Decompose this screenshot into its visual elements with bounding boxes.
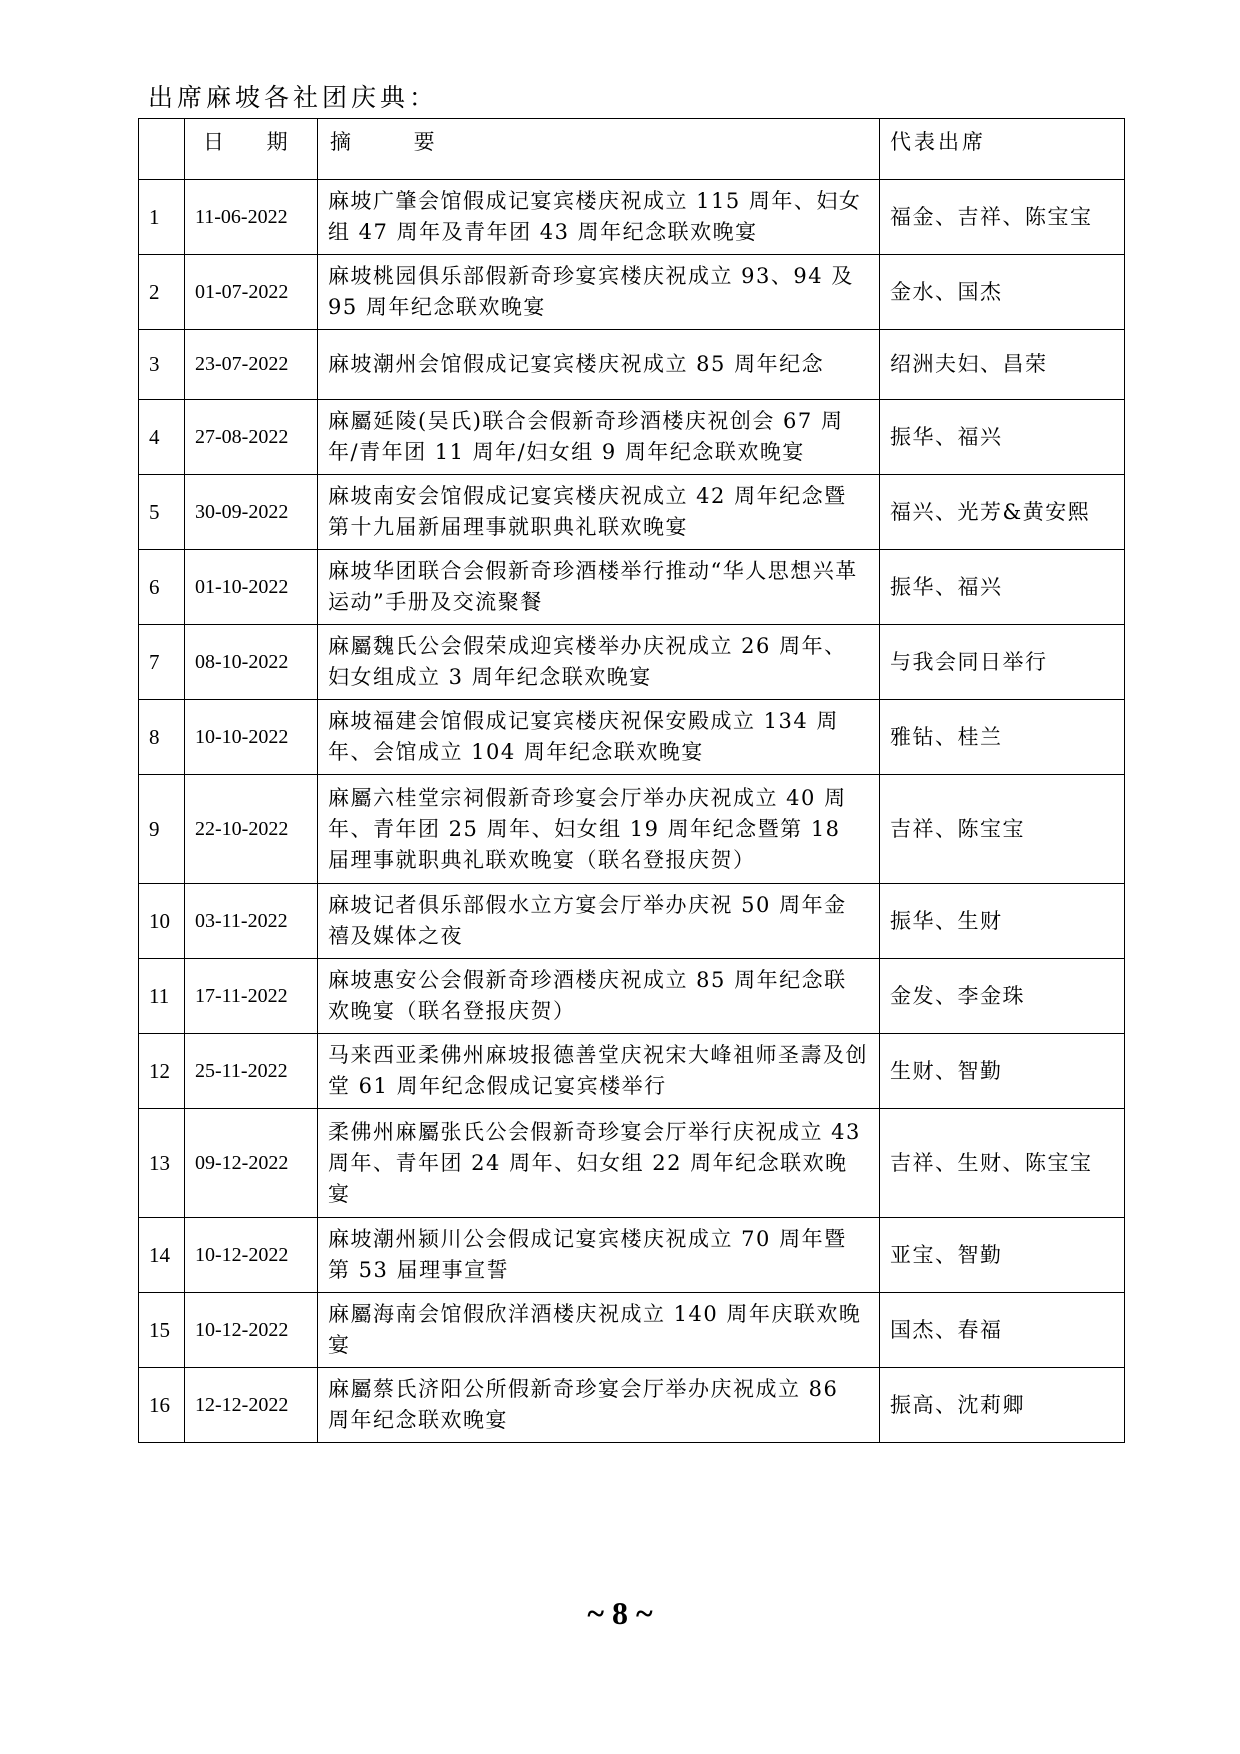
cell-date: 11-06-2022 — [185, 180, 318, 255]
cell-no: 6 — [139, 550, 185, 625]
table-row — [139, 1293, 1125, 1368]
cell-representatives: 福金、吉祥、陈宝宝 — [880, 180, 1125, 255]
cell-date: 03-11-2022 — [185, 884, 318, 959]
cell-date: 25-11-2022 — [185, 1034, 318, 1109]
cell-no: 15 — [139, 1293, 185, 1368]
table-row — [139, 959, 1125, 1034]
cell-no: 12 — [139, 1034, 185, 1109]
cell-no: 1 — [139, 180, 185, 255]
cell-representatives: 与我会同日举行 — [880, 625, 1125, 700]
cell-no: 5 — [139, 475, 185, 550]
cell-date: 10-12-2022 — [185, 1293, 318, 1368]
cell-no: 10 — [139, 884, 185, 959]
header-date: 日 期 — [185, 119, 318, 180]
cell-date: 22-10-2022 — [185, 775, 318, 884]
event-attendance-table — [138, 118, 1125, 1443]
cell-summary: 麻屬六桂堂宗祠假新奇珍宴会厅举办庆祝成立 40 周年、青年团 25 周年、妇女组 19 周年纪念暨第 18 届理事就职典礼联欢晚宴（联名登报庆贺） — [318, 775, 880, 884]
cell-summary: 麻坡惠安公会假新奇珍酒楼庆祝成立 85 周年纪念联欢晚宴（联名登报庆贺） — [318, 959, 880, 1034]
cell-summary: 麻屬海南会馆假欣洋酒楼庆祝成立 140 周年庆联欢晚宴 — [318, 1293, 880, 1368]
cell-no: 8 — [139, 700, 185, 775]
header-representatives: 代表出席 — [880, 119, 1125, 180]
cell-date: 27-08-2022 — [185, 400, 318, 475]
cell-date: 01-07-2022 — [185, 255, 318, 330]
cell-no: 13 — [139, 1109, 185, 1218]
cell-date: 08-10-2022 — [185, 625, 318, 700]
cell-date: 09-12-2022 — [185, 1109, 318, 1218]
cell-summary: 麻坡潮州会馆假成记宴宾楼庆祝成立 85 周年纪念 — [318, 330, 880, 400]
table-row — [139, 1218, 1125, 1293]
cell-summary: 马来西亚柔佛州麻坡报德善堂庆祝宋大峰祖师圣壽及创堂 61 周年纪念假成记宴宾楼举行 — [318, 1034, 880, 1109]
cell-date: 10-10-2022 — [185, 700, 318, 775]
cell-summary: 麻坡南安会馆假成记宴宾楼庆祝成立 42 周年纪念暨第十九届新届理事就职典礼联欢晚宴 — [318, 475, 880, 550]
cell-summary: 柔佛州麻屬张氏公会假新奇珍宴会厅举行庆祝成立 43 周年、青年团 24 周年、妇女组 22 周年纪念联欢晚宴 — [318, 1109, 880, 1218]
table-row — [139, 180, 1125, 255]
cell-summary: 麻屬魏氏公会假荣成迎宾楼举办庆祝成立 26 周年、妇女组成立 3 周年纪念联欢晚宴 — [318, 625, 880, 700]
table-row — [139, 625, 1125, 700]
table-row — [139, 700, 1125, 775]
table-row — [139, 330, 1125, 400]
cell-date: 10-12-2022 — [185, 1218, 318, 1293]
table-row — [139, 1109, 1125, 1218]
table-row — [139, 475, 1125, 550]
cell-date: 12-12-2022 — [185, 1368, 318, 1443]
table-row — [139, 884, 1125, 959]
table-row — [139, 550, 1125, 625]
cell-no: 4 — [139, 400, 185, 475]
cell-date: 01-10-2022 — [185, 550, 318, 625]
cell-representatives: 福兴、光芳&黄安熙 — [880, 475, 1125, 550]
cell-no: 9 — [139, 775, 185, 884]
cell-no: 2 — [139, 255, 185, 330]
cell-date: 23-07-2022 — [185, 330, 318, 400]
cell-representatives: 国杰、春福 — [880, 1293, 1125, 1368]
cell-representatives: 金发、李金珠 — [880, 959, 1125, 1034]
cell-summary: 麻坡潮州颍川公会假成记宴宾楼庆祝成立 70 周年暨第 53 届理事宣誓 — [318, 1218, 880, 1293]
section-heading: 出席麻坡各社团庆典： — [148, 83, 439, 112]
cell-representatives: 振华、生财 — [880, 884, 1125, 959]
page-number: ~ 8 ~ — [587, 1595, 653, 1631]
cell-date: 30-09-2022 — [185, 475, 318, 550]
cell-summary: 麻坡广肇会馆假成记宴宾楼庆祝成立 115 周年、妇女组 47 周年及青年团 43 周年纪念联欢晚宴 — [318, 180, 880, 255]
cell-representatives: 绍洲夫妇、昌荣 — [880, 330, 1125, 400]
cell-representatives: 吉祥、陈宝宝 — [880, 775, 1125, 884]
cell-summary: 麻坡福建会馆假成记宴宾楼庆祝保安殿成立 134 周年、会馆成立 104 周年纪念联欢晚宴 — [318, 700, 880, 775]
table-row — [139, 775, 1125, 884]
table-row — [139, 1368, 1125, 1443]
cell-representatives: 吉祥、生财、陈宝宝 — [880, 1109, 1125, 1218]
cell-representatives: 生财、智勤 — [880, 1034, 1125, 1109]
cell-summary: 麻坡记者俱乐部假水立方宴会厅举办庆祝 50 周年金禧及媒体之夜 — [318, 884, 880, 959]
cell-no: 16 — [139, 1368, 185, 1443]
cell-representatives: 亚宝、智勤 — [880, 1218, 1125, 1293]
cell-no: 3 — [139, 330, 185, 400]
cell-no: 7 — [139, 625, 185, 700]
cell-summary: 麻坡桃园俱乐部假新奇珍宴宾楼庆祝成立 93、94 及 95 周年纪念联欢晚宴 — [318, 255, 880, 330]
cell-summary: 麻屬蔡氏济阳公所假新奇珍宴会厅举办庆祝成立 86 周年纪念联欢晚宴 — [318, 1368, 880, 1443]
table-row — [139, 255, 1125, 330]
cell-representatives: 金水、国杰 — [880, 255, 1125, 330]
cell-no: 14 — [139, 1218, 185, 1293]
cell-date: 17-11-2022 — [185, 959, 318, 1034]
cell-representatives: 振华、福兴 — [880, 400, 1125, 475]
table-row — [139, 400, 1125, 475]
cell-summary: 麻屬延陵(吴氏)联合会假新奇珍酒楼庆祝创会 67 周年/青年团 11 周年/妇女组 9 周年纪念联欢晚宴 — [318, 400, 880, 475]
cell-representatives: 雅钻、桂兰 — [880, 700, 1125, 775]
cell-representatives: 振华、福兴 — [880, 550, 1125, 625]
header-no — [139, 119, 185, 180]
cell-representatives: 振高、沈莉卿 — [880, 1368, 1125, 1443]
cell-no: 11 — [139, 959, 185, 1034]
header-summary: 摘 要 — [318, 119, 880, 180]
cell-summary: 麻坡华团联合会假新奇珍酒楼举行推动“华人思想兴革运动”手册及交流聚餐 — [318, 550, 880, 625]
table-row — [139, 1034, 1125, 1109]
table-header-row — [139, 119, 1125, 180]
